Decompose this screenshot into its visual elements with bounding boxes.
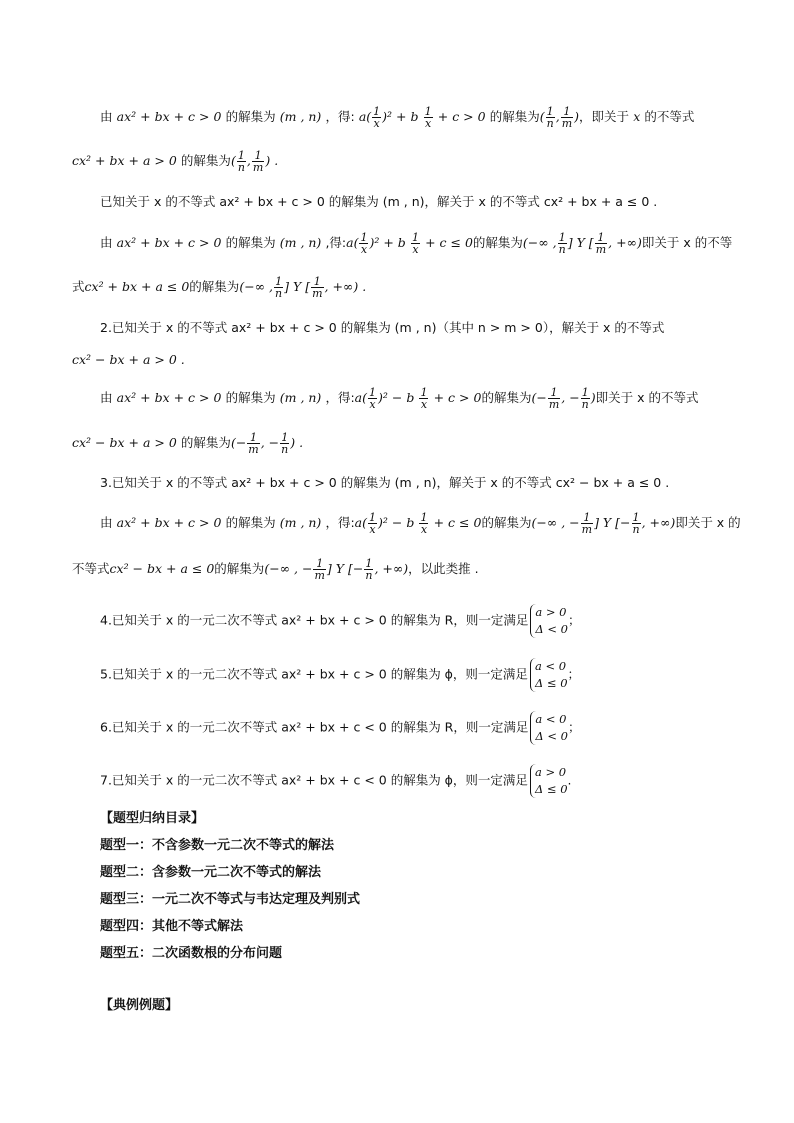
fraction: $\frac{1}{m}$ [595,231,607,256]
text: 的解集为 [472,235,523,250]
text: ，得: [325,515,355,530]
para-7-line-1 [100,512,741,535]
formula: cx² + bx + a ≤ 0 [84,279,190,294]
formula: (m , n) [279,390,322,405]
formula: ] Y [− [594,515,631,530]
formula: (− [230,435,247,450]
fraction: $\frac{1}{n}$ [365,557,373,582]
formula: ( [230,153,236,168]
para-3-line-2 [72,276,366,299]
formula: + c > 0 [437,109,486,124]
fraction: $\frac{1}{m}$ [561,105,573,130]
text: ,得: [325,235,347,250]
formula: (− [531,390,547,405]
formula: , − [260,435,280,450]
fraction: $\frac{1}{m}$ [548,386,560,411]
fraction: $\frac{1}{x}$ [420,386,428,411]
formula: + c > 0 [433,390,482,405]
formula: (−∞ , [522,235,557,250]
formula: ) . [265,153,279,168]
formula: , +∞) [608,235,642,250]
formula: cx² − bx + a > 0 [72,435,177,450]
formula: (−∞ , − [264,561,313,576]
formula: ax² + bx + c > 0 [116,235,222,250]
para-5-line-1 [100,387,699,410]
text: 5.已知关于 x 的一元二次不等式 ax² + bx + c > 0 的解集为 ϕ，则一定满足 [100,666,528,682]
text: ，即关于 [579,109,630,124]
fraction: $\frac{1}{n}$ [632,511,640,536]
formula: ] Y [ [567,235,594,250]
fraction: $\frac{1}{m}$ [312,275,323,300]
text: 的解集为 [189,279,240,294]
formula: (m , n) [279,515,322,530]
text: 由 [100,235,113,250]
fraction: $\frac{1}{m}$ [252,149,264,174]
formula: cx² + bx + a > 0 [72,153,177,168]
formula: ax² + bx + c > 0 [116,515,222,530]
text: 的解集为 [481,515,532,530]
formula: a( [354,390,368,405]
text: 即关于 x 的不等 [641,235,733,250]
text: ； [567,666,581,682]
condition-system: a < 0 Δ ≤ 0 [530,658,568,692]
text: 即关于 x 的不等式 [595,390,699,405]
text: 的不等式 [644,109,695,124]
text: ； [567,612,581,628]
catalog-heading: 【题型归纳目录】 [100,811,205,826]
catalog-entry: 题型四：其他不等式解法 [100,919,244,934]
fraction: $\frac{1}{x}$ [369,386,377,411]
item-6 [100,711,580,745]
fraction: $\frac{1}{x}$ [373,105,381,130]
text: 7.已知关于 x 的一元二次不等式 ax² + bx + c < 0 的解集为 ϕ，则一定满足 [100,772,528,788]
text: 的解集为 [481,390,532,405]
formula: ) [590,390,596,405]
item-3: 3.已知关于 x 的不等式 ax² + bx + c > 0 的解集为 (m , n)，解关于 x 的不等式 cx² − bx + a ≤ 0 . [100,475,670,490]
text: 不等式 [72,561,110,576]
text: 的解集为 [180,435,231,450]
condition-system: a < 0 Δ < 0 [530,711,568,745]
text: 的解集为 [214,561,265,576]
para-1-line-1 [100,106,694,129]
text: 的解集为 [225,390,276,405]
para-2: 已知关于 x 的不等式 ax² + bx + c > 0 的解集为 (m , n)，解关于 x 的不等式 cx² + bx + a ≤ 0 . [100,194,658,209]
text: 6.已知关于 x 的一元二次不等式 ax² + bx + c < 0 的解集为 R，则一定满足 [100,719,529,735]
fraction: $\frac{1}{x}$ [411,231,419,256]
fraction: $\frac{1}{x}$ [420,511,428,536]
formula: , +∞) [374,561,409,576]
fraction: $\frac{1}{n}$ [558,231,566,256]
formula: ] Y [ [284,279,311,294]
fraction: $\frac{1}{x}$ [360,231,368,256]
fraction: $\frac{1}{n}$ [275,275,283,300]
condition-system: a > 0 Δ < 0 [530,604,568,638]
formula: a( [358,109,372,124]
text: ； [567,719,581,735]
formula: )² + b [382,109,419,124]
fraction: $\frac{1}{x}$ [369,511,377,536]
formula: , [246,153,251,168]
text: 的解集为 [489,109,540,124]
fraction: $\frac{1}{m}$ [248,431,259,456]
formula: + c ≤ 0 [425,235,473,250]
catalog-entry: 题型五：二次函数根的分布问题 [100,946,283,961]
catalog-entry: 题型一：不含参数一元二次不等式的解法 [100,838,335,853]
formula: cx² − bx + a ≤ 0 [109,561,215,576]
para-3-line-1 [100,232,732,255]
examples-heading: 【典例例题】 [100,998,179,1013]
item-4 [100,604,580,638]
formula: )² − b [378,515,415,530]
formula: )² − b [378,390,415,405]
text: 4.已知关于 x 的一元二次不等式 ax² + bx + c > 0 的解集为 R，则一定满足 [100,612,529,628]
text: ，以此类推 . [408,561,479,576]
item-5 [100,658,580,692]
item-7 [100,764,572,798]
text: . [567,772,572,788]
text: 的解集为 [225,109,276,124]
formula: (−∞ , − [531,515,580,530]
formula: ax² + bx + c > 0 [116,109,222,124]
formula: x [633,109,641,124]
para-7-line-2 [72,558,479,581]
para-1-line-2 [72,150,278,173]
formula: , +∞) [641,515,676,530]
formula: (m , n) [279,235,322,250]
formula: )² + b [369,235,406,250]
condition-system: a > 0 Δ ≤ 0 [530,764,568,798]
fraction: $\frac{1}{m}$ [581,511,593,536]
formula: , [555,109,560,124]
formula: (m , n) [279,109,322,124]
formula: ax² + bx + c > 0 [116,390,222,405]
formula: + c ≤ 0 [433,515,482,530]
text: 的解集为 [225,515,276,530]
formula: ] Y [− [326,561,364,576]
text: 式 [72,279,85,294]
text: 由 [100,515,113,530]
catalog-entry: 题型二：含参数一元二次不等式的解法 [100,865,322,880]
text: ，得: [325,109,355,124]
formula: ) . [290,435,304,450]
formula: , +∞) . [324,279,367,294]
para-5-line-2 [72,432,303,455]
fraction: $\frac{1}{n}$ [281,431,289,456]
catalog-entry: 题型三：一元二次不等式与韦达定理及判别式 [100,892,361,907]
text: 由 [100,390,113,405]
fraction: $\frac{1}{n}$ [581,386,589,411]
fraction: $\frac{1}{m}$ [314,557,325,582]
fraction: $\frac{1}{n}$ [546,105,554,130]
formula: ( [539,109,545,124]
formula: a( [346,235,359,250]
fraction: $\frac{1}{n}$ [237,149,245,174]
text: 的解集为 [180,153,231,168]
formula: , − [561,390,580,405]
item-2-line-2: cx² − bx + a > 0 . [72,352,185,367]
formula: (−∞ , [239,279,274,294]
text: 由 [100,109,113,124]
text: 即关于 x 的 [675,515,741,530]
text: ，得: [325,390,355,405]
formula: a( [354,515,368,530]
text: 的解集为 [225,235,276,250]
item-2-line-1: 2.已知关于 x 的不等式 ax² + bx + c > 0 的解集为 (m , n)（其中 n > m > 0），解关于 x 的不等式 [100,320,665,335]
fraction: $\frac{1}{x}$ [424,105,432,130]
formula: ) [574,109,580,124]
